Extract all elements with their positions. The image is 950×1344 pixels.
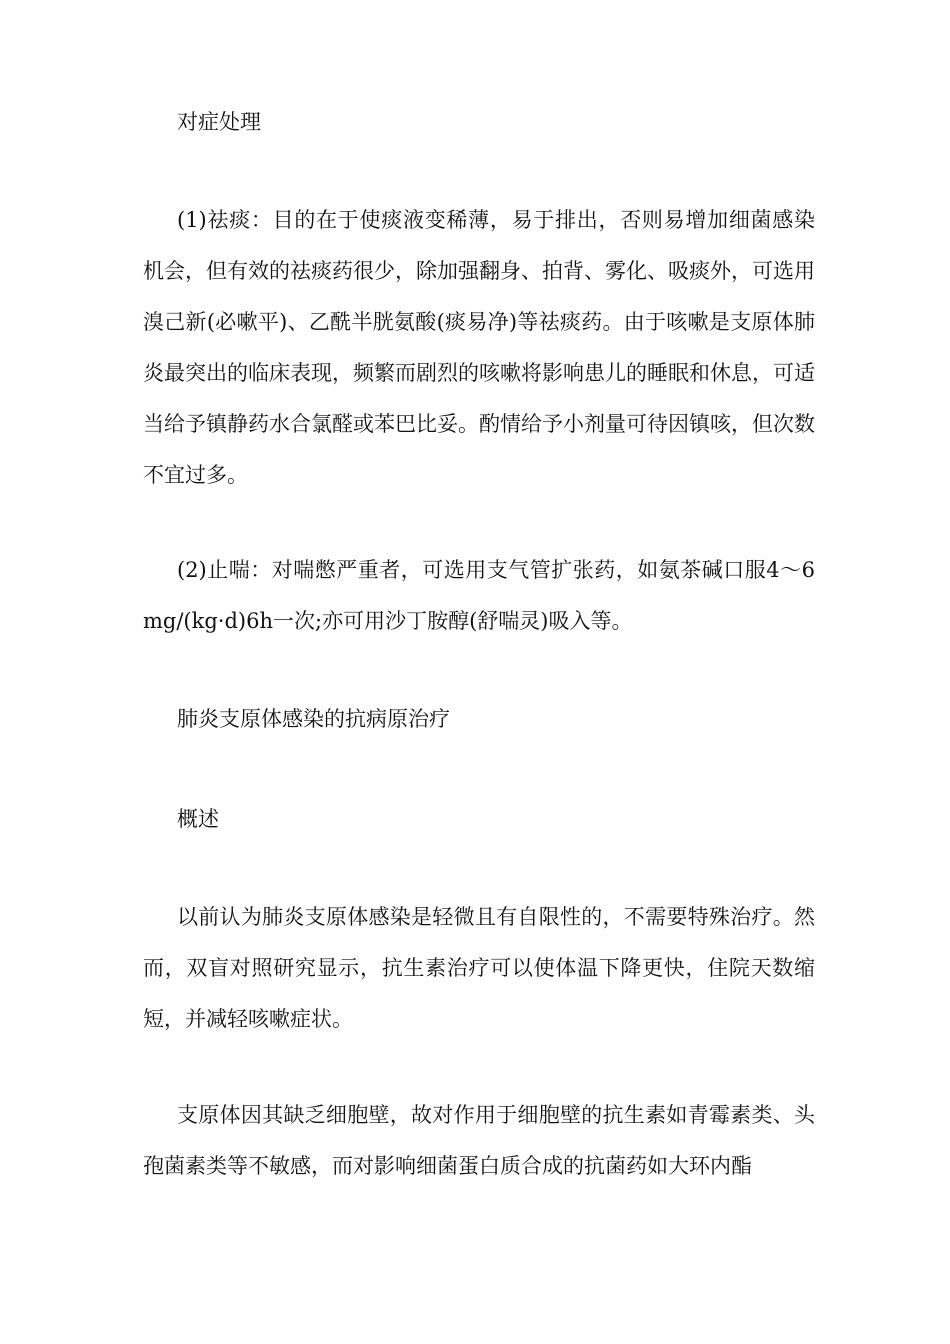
- paragraph-antiasthmatic: (2)止喘：对喘憋严重者，可选用支气管扩张药，如氨茶碱口服4～6mg/(kg·d)6h一次;亦可用沙丁胺醇(舒喘灵)吸入等。: [143, 558, 815, 633]
- section-heading-antipathogen-treatment: 肺炎支原体感染的抗病原治疗: [177, 707, 450, 731]
- paragraph-overview: 以前认为肺炎支原体感染是轻微且有自限性的，不需要特殊治疗。然而，双盲对照研究显示，抗生素治疗可以使体温下降更快，住院天数缩短，并减轻咳嗽症状。: [143, 905, 815, 1031]
- section-heading-symptomatic-treatment: 对症处理: [177, 110, 261, 134]
- section-heading-overview: 概述: [177, 807, 219, 831]
- paragraph-mycoplasma-cell-wall: 支原体因其缺乏细胞壁，故对作用于细胞壁的抗生素如青霉素类、头孢菌素类等不敏感，而对影响细菌蛋白质合成的抗菌药如大环内酯: [143, 1103, 815, 1178]
- paragraph-expectorant: (1)祛痰：目的在于使痰液变稀薄，易于排出，否则易增加细菌感染机会，但有效的祛痰药很少，除加强翻身、拍背、雾化、吸痰外，可选用溴己新(必嗽平)、乙酰半胱氨酸(痰易净)等祛痰药。由于咳嗽是支原体肺炎最突出的临床表现，频繁而剧烈的咳嗽将影响患儿的睡眠和休息，可适当给予镇静药水合氯醛或苯巴比妥。酌情给予小剂量可待因镇咳，但次数不宜过多。: [143, 208, 815, 487]
